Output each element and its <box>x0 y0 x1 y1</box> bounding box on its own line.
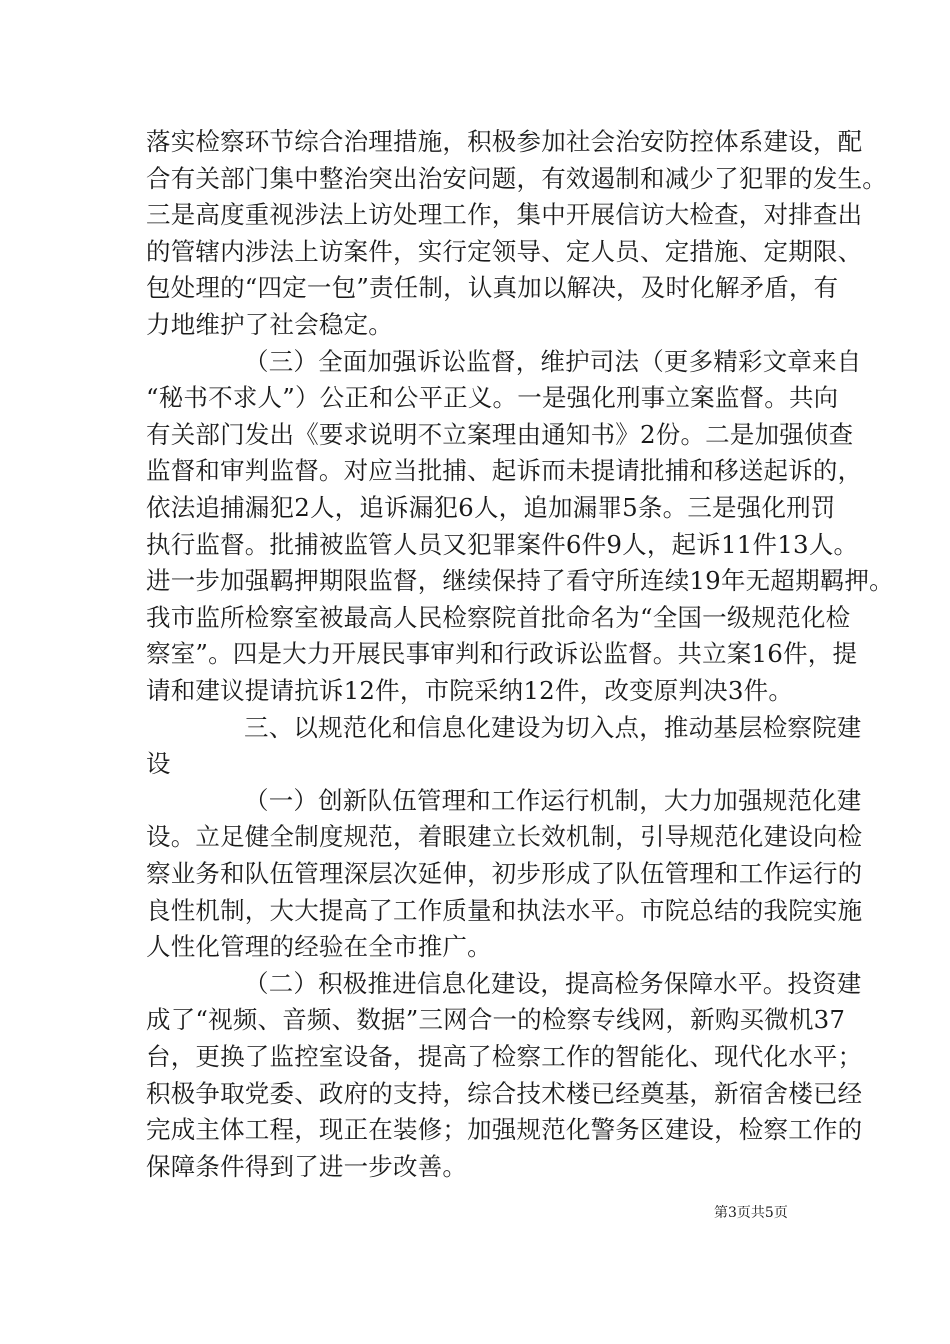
text-line: 我市监所检察室被最高人民检察院首批命名为“全国一级规范化检 <box>146 602 851 632</box>
section-heading-line: （二）积极推进信息化建设，提高检务保障水平。投资建 <box>244 968 862 998</box>
text-line: 完成主体工程，现正在装修；加强规范化警务区建设，检察工作的 <box>146 1115 863 1145</box>
text-line: 良性机制，大大提高了工作质量和执法水平。市院总结的我院实施 <box>146 895 863 925</box>
text-line: 人性化管理的经验在全市推广。 <box>146 932 492 962</box>
text-line: 合有关部门集中整治突出治安问题，有效遏制和减少了犯罪的发生。 <box>146 163 887 193</box>
text-line: 成了“视频、音频、数据”三网合一的检察专线网，新购买微机37 <box>146 1005 846 1035</box>
section-heading-line: （一）创新队伍管理和工作运行机制，大力加强规范化建 <box>244 785 862 815</box>
text-line: 执行监督。批捕被监管人员又犯罪案件6件9人，起诉11件13人。 <box>146 529 859 559</box>
text-line: 积极争取党委、政府的支持，综合技术楼已经奠基，新宿舍楼已经 <box>146 1078 863 1108</box>
text-line: 三是高度重视涉法上访处理工作，集中开展信访大检查，对排查出 <box>146 200 863 230</box>
text-line: 的管辖内涉法上访案件，实行定领导、定人员、定措施、定期限、 <box>146 236 863 266</box>
text-line: 保障条件得到了进一步改善。 <box>146 1151 468 1181</box>
text-line: 有关部门发出《要求说明不立案理由通知书》2份。二是加强侦查 <box>146 419 854 449</box>
text-line: 台，更换了监控室设备，提高了检察工作的智能化、现代化水平； <box>146 1042 863 1071</box>
text-line: “秘书不求人”）公正和公平正义。一是强化刑事立案监督。共向 <box>146 383 839 413</box>
text-line: 落实检察环节综合治理措施，积极参加社会治安防控体系建设，配 <box>146 127 863 156</box>
text-line: 力地维护了社会稳定。 <box>146 310 393 339</box>
text-line: 察室”。四是大力开展民事审判和行政诉讼监督。共立案16件，提 <box>146 639 858 669</box>
text-line: 设。立足健全制度规范，着眼建立长效机制，引导规范化建设向检 <box>146 822 863 852</box>
chapter-heading-line: 设 <box>146 749 171 779</box>
chapter-heading-line: 三、以规范化和信息化建设为切入点，推动基层检察院建 <box>244 712 862 742</box>
text-line: 请和建议提请抗诉12件，市院采纳12件，改变原判决3件。 <box>146 676 794 705</box>
page-number-footer: 第3页共5页 <box>714 1205 788 1221</box>
text-line: 察业务和队伍管理深层次延伸，初步形成了队伍管理和工作运行的 <box>146 859 863 888</box>
text-line: 包处理的“四定一包”责任制，认真加以解决，及时化解矛盾，有 <box>146 273 839 303</box>
text-line: 依法追捕漏犯2人，追诉漏犯6人，追加漏罪5条。三是强化刑罚 <box>146 493 836 522</box>
section-heading-line: （三）全面加强诉讼监督，维护司法（更多精彩文章来自 <box>244 346 862 376</box>
text-line: 进一步加强羁押期限监督，继续保持了看守所连续19年无超期羁押。 <box>146 566 894 596</box>
text-line: 监督和审判监督。对应当批捕、起诉而未提请批捕和移送起诉的， <box>146 456 863 486</box>
